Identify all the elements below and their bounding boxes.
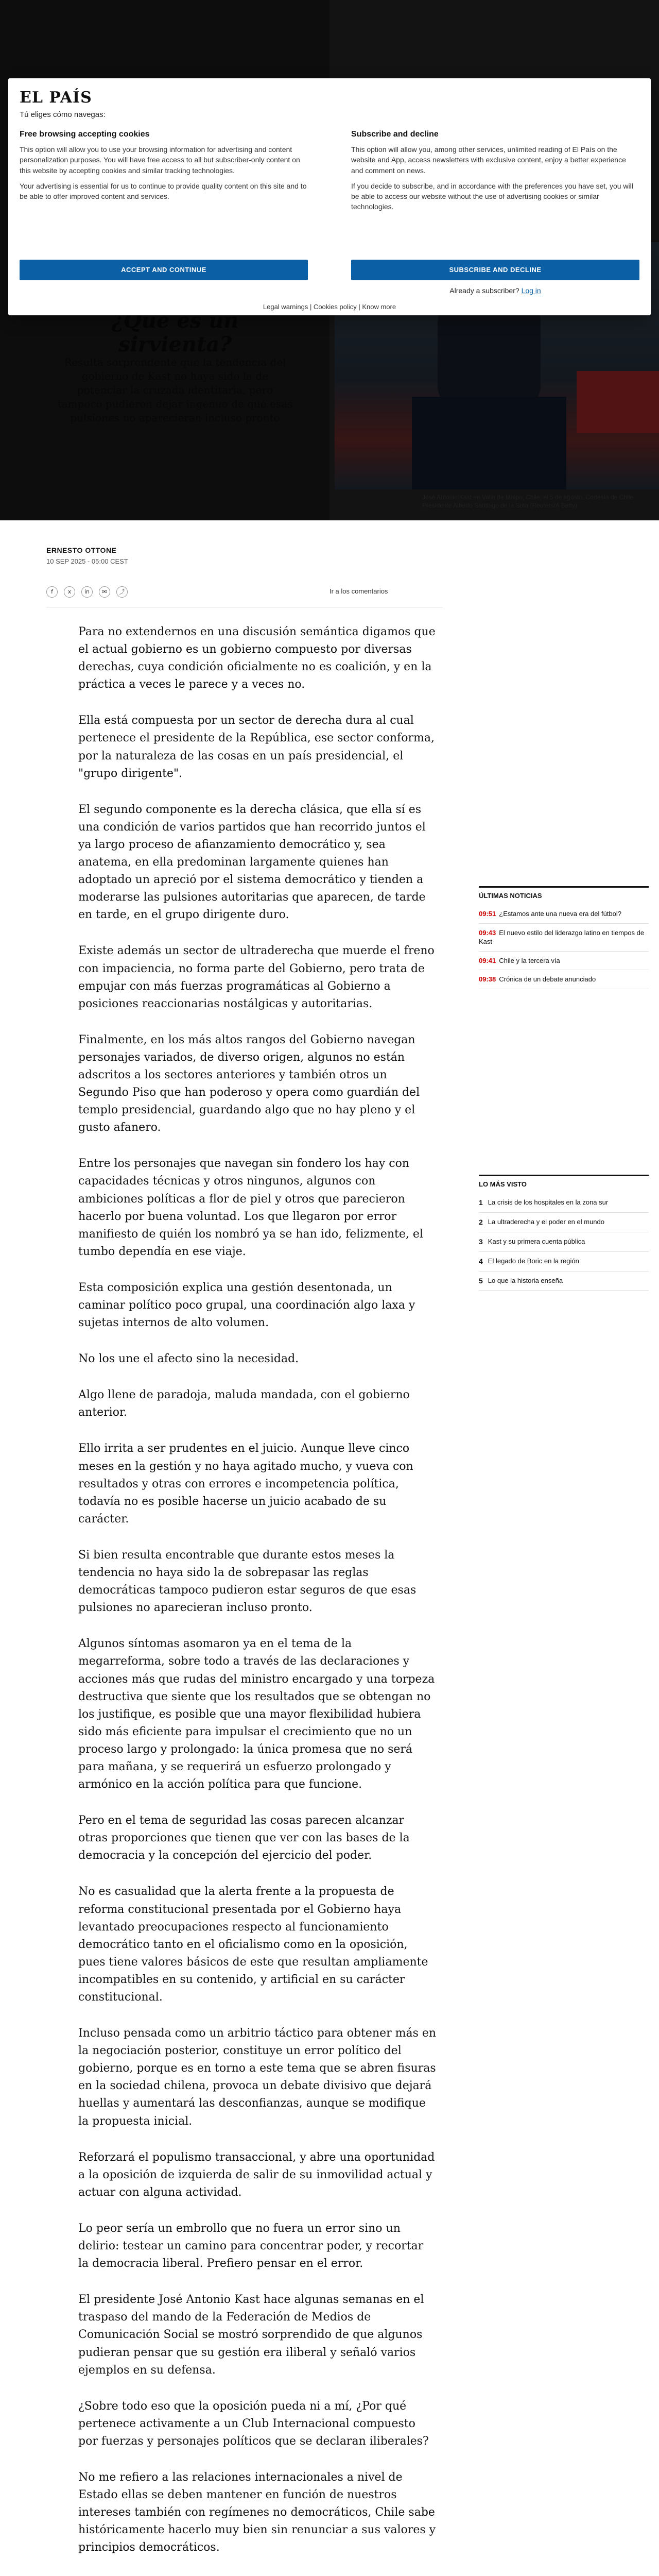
accept-option-text: This option will allow you to use your browsing information for advertising and content personalization purposes. You will have free access to all but subscriber-only content on this website by accepting cookies and similar tracking technologies. [20,145,300,175]
news-headline[interactable]: Crónica de un debate anunciado [499,975,596,984]
article-paragraph: Lo peor sería un embrollo que no fuera un error sino un delirio: testear un camino para concentrar poder, y recortar la democracia liberal. Prefiero pensar en el error. [78,2222,424,2270]
article-paragraph: No me refiero a las relaciones internacionales a nivel de Estado ellas se deben mantener en función de nuestros intereses también con regímenes no democráticos, Chile sabe históricamente hacerlo muy bien sin renunciar a sus valores y principios democráticos. [78,2470,436,2554]
news-time: 09:51 [479,910,496,918]
news-headline[interactable]: Chile y la tercera vía [499,956,560,964]
accept-option-text-2: Your advertising is essential for us to continue to provide quality content on this site and to be able to offer improved content and services. [20,181,307,201]
article-paragraph: Algunos síntomas asomaron ya en el tema de la megarreforma, sobre todo a través de las declaraciones y acciones más que rudas del ministro encargado y una torpeza destructiva que siente que los resultados que se obtengan no los justifique, es posible que una mayor flexibilidad hubiera sido más eficiente para impulsar el crecimiento que no un proceso largo y prolongado: la única promesa que no será para mañana, y se requerirá un esfuerzo prolongado y armónico en la acción política para que funcione. [78,1637,435,1791]
article-paragraph: ¿Sobre todo eso que la oposición pueda ni a mí, ¿Por qué pertenece activamente a un Club Internacional compuesto por fuerzas y personajes políticos que se declaran iliberales? [78,2399,429,2448]
latest-news-item[interactable] [479,970,649,989]
accept-and-continue-button[interactable]: ACCEPT AND CONTINUE [20,260,308,280]
go-to-comments-link[interactable]: Ir a los comentarios [330,587,388,595]
article-paragraph: Para no extendernos en una discusión semántica digamos que el actual gobierno es un gobierno compuesto por diversas derechas, cuya condición oficialmente no es coalición, y en la práctica a veces le parece y a veces no. [78,625,436,691]
subscribe-and-decline-button[interactable]: SUBSCRIBE AND DECLINE [351,260,639,280]
linkedin-icon[interactable]: in [81,586,93,598]
article-paragraph: Si bien resulta encontrable que durante estos meses la tendencia no haya sido la de sobrepasar las reglas democráticas tampoco pudieron estar seguros de que esas pulsiones no aparecieran incluso pronto. [78,1548,417,1615]
latest-news-title: ÚLTIMAS NOTICIAS [479,886,649,900]
most-read-headline[interactable]: La crisis de los hospitales en la zona sur [488,1198,609,1206]
most-read-item[interactable] [479,1193,649,1213]
article-paragraph: Ella está compuesta por un sector de derecha dura al cual pertenece el presidente de la República, ese sector conforma, por la naturaleza de las cosas en un país presidencial, el "grupo dirigente". [78,714,435,780]
most-read-headline[interactable]: Kast y su primera cuenta pública [488,1237,585,1245]
article-paragraph: Incluso pensada como un arbitrio táctico para obtener más en la negociación posterior, constituye un error político del gobierno, porque es en torno a este tema que se abren fisuras en la sociedad chilena, provoca un debate divisivo que dejará huellas y aumentará las desconfianzas, aunque se modifique la propuesta inicial. [78,2027,437,2128]
rank-number: 4 [479,1257,483,1265]
consent-intro: Tú eliges cómo navegas: [20,110,106,119]
rank-number: 3 [479,1237,483,1246]
most-read-list [479,1193,649,1291]
share-icon[interactable]: ⤴ [116,586,128,598]
share-bar [46,586,128,598]
latest-news-item[interactable] [479,924,649,952]
most-read-headline[interactable]: Lo que la historia enseña [488,1276,563,1284]
cookie-consent-dialog [8,78,651,315]
news-headline[interactable]: ¿Estamos ante una nueva era del fútbol? [499,910,622,918]
most-read-item[interactable] [479,1232,649,1252]
subscribe-option-text-2: If you decide to subscribe, and in accordance with the preferences you have set, you will be able to access our website without the use of advertising cookies or similar technologies. [351,181,633,211]
latest-news-sidebar [479,886,649,989]
email-icon[interactable]: ✉ [99,586,110,598]
article-paragraph: Existe además un sector de ultraderecha que muerde el freno con impaciencia, no forma parte del Gobierno, pero trata de empujar con más fuerzas programáticas al Gobierno a posiciones reaccionarias nostálgicas y autoritarias. [78,944,435,1010]
most-read-sidebar [479,1175,649,1291]
article-paragraph: Pero en el tema de seguridad las cosas parecen alcanzar otras proporciones que tienen que ver con las bases de la democracia y la concepción del ejercicio del poder. [78,1814,410,1862]
most-read-item[interactable] [479,1272,649,1291]
news-time: 09:38 [479,975,496,984]
rank-number: 1 [479,1198,483,1207]
most-read-headline[interactable]: El legado de Boric en la región [488,1257,579,1265]
subscribe-option-heading: Subscribe and decline [351,130,439,139]
x-icon[interactable]: x [64,586,75,598]
article-paragraph: Esta composición explica una gestión desentonada, un caminar político poco grupal, una coordinación algo laxa y sujetas internos de alto volumen. [78,1281,415,1330]
latest-news-item[interactable] [479,905,649,924]
latest-news-list [479,905,649,989]
article-paragraph: Algo llene de paradoja, maluda mandada, con el gobierno anterior. [78,1388,410,1419]
rank-number: 5 [479,1276,483,1285]
accept-option-heading: Free browsing accepting cookies [20,130,150,139]
news-headline[interactable]: El nuevo estilo del liderazgo latino en tiempos de Kast [479,928,645,946]
most-read-item[interactable] [479,1252,649,1272]
already-subscriber-text: Already a subscriber? [449,286,519,295]
el-pais-logo: EL PAÍS [20,89,92,107]
news-time: 09:43 [479,928,496,937]
most-read-title: LO MÁS VISTO [479,1175,649,1188]
facebook-icon[interactable]: f [46,586,58,598]
consent-footer-links[interactable]: Legal warnings | Cookies policy | Know more [263,303,396,311]
article-paragraph: El segundo componente es la derecha clásica, que ella sí es una condición de varios partidos que han recorrido juntos el ya largo proceso de afianzamiento democrático y, sea anatema, en ella predominan largamente quienes han adoptado un apreció por el sistema democrático y tienden a moderarse las pulsiones autoritarias que aparecen, de tarde en tarde, en el grupo dirigente duro. [78,803,426,922]
publish-date: 10 SEP 2025 - 05:00 CEST [46,557,128,565]
rank-number: 2 [479,1217,483,1226]
article-paragraph: Finalmente, en los más altos rangos del Gobierno navegan personajes variados, de diverso origen, algunos no están adscritos a los sectores anteriores y también otros un Segundo Piso que han poderoso y opera como guardián del templo presidencial, guardando algo que no hay pleno y el gusto afanero. [78,1033,420,1134]
article-paragraph: Ello irrita a ser prudentes en el juicio. Aunque lleve cinco meses en la gestión y no haya agitado mucho, y vueva con resultados y otras con errores e incompetencia política, todavía no es posible hacerse un juicio acabado de su carácter. [78,1442,413,1526]
subscribe-option [351,130,639,217]
article-paragraph: Reforzará el populismo transaccional, y abre una oportunidad a la oposición de izquierda de salir de su inmovilidad actual y actuar con alguna actividad. [78,2150,435,2199]
subscribe-option-text: This option will allow you, among other services, unlimited reading of El País on the website and App, access newsletters with exclusive content, enjoy a better experience and comment on news. [351,145,626,175]
article-paragraph: Entre los personajes que navegan sin fondero los hay con capacidades técnicas y otros ningunos, algunos con ambiciones políticas a flor de piel y otros que parecieron hacerlo por buena voluntad. Los que llegaron por error manifiesto de quién los nombró ya se han ido, felizmente, el tumbo dependía en ese viaje. [78,1157,423,1258]
most-read-item[interactable] [479,1213,649,1232]
accept-option [20,130,308,207]
article-meta [46,546,443,565]
author-name[interactable]: ERNESTO OTTONE [46,546,117,554]
article-body [78,623,437,2576]
already-subscriber [351,286,639,295]
most-read-headline[interactable]: La ultraderecha y el poder en el mundo [488,1217,605,1226]
article-paragraph: El presidente José Antonio Kast hace algunas semanas en el traspaso del mando de la Federación de Medios de Comunicación Social se mostró sorprendido de que algunos pudieran pensar que su gestión era iliberal y señaló varios ejemplos en su defensa. [78,2293,424,2377]
article-paragraph: No los une el afecto sino la necesidad. [78,1352,299,1366]
article-paragraph: No es casualidad que la alerta frente a la propuesta de reforma constitucional presentada por el Gobierno haya levantado preocupaciones respecto al funcionamiento democrático tanto en el oficialismo como en la oposición, pues tiene valores básicos de este que resultan ampliamente incompatibles en su contenido, y artificial en su carácter constitucional. [78,1885,428,2004]
latest-news-item[interactable] [479,952,649,971]
login-link[interactable]: Log in [521,286,541,295]
news-time: 09:41 [479,956,496,964]
